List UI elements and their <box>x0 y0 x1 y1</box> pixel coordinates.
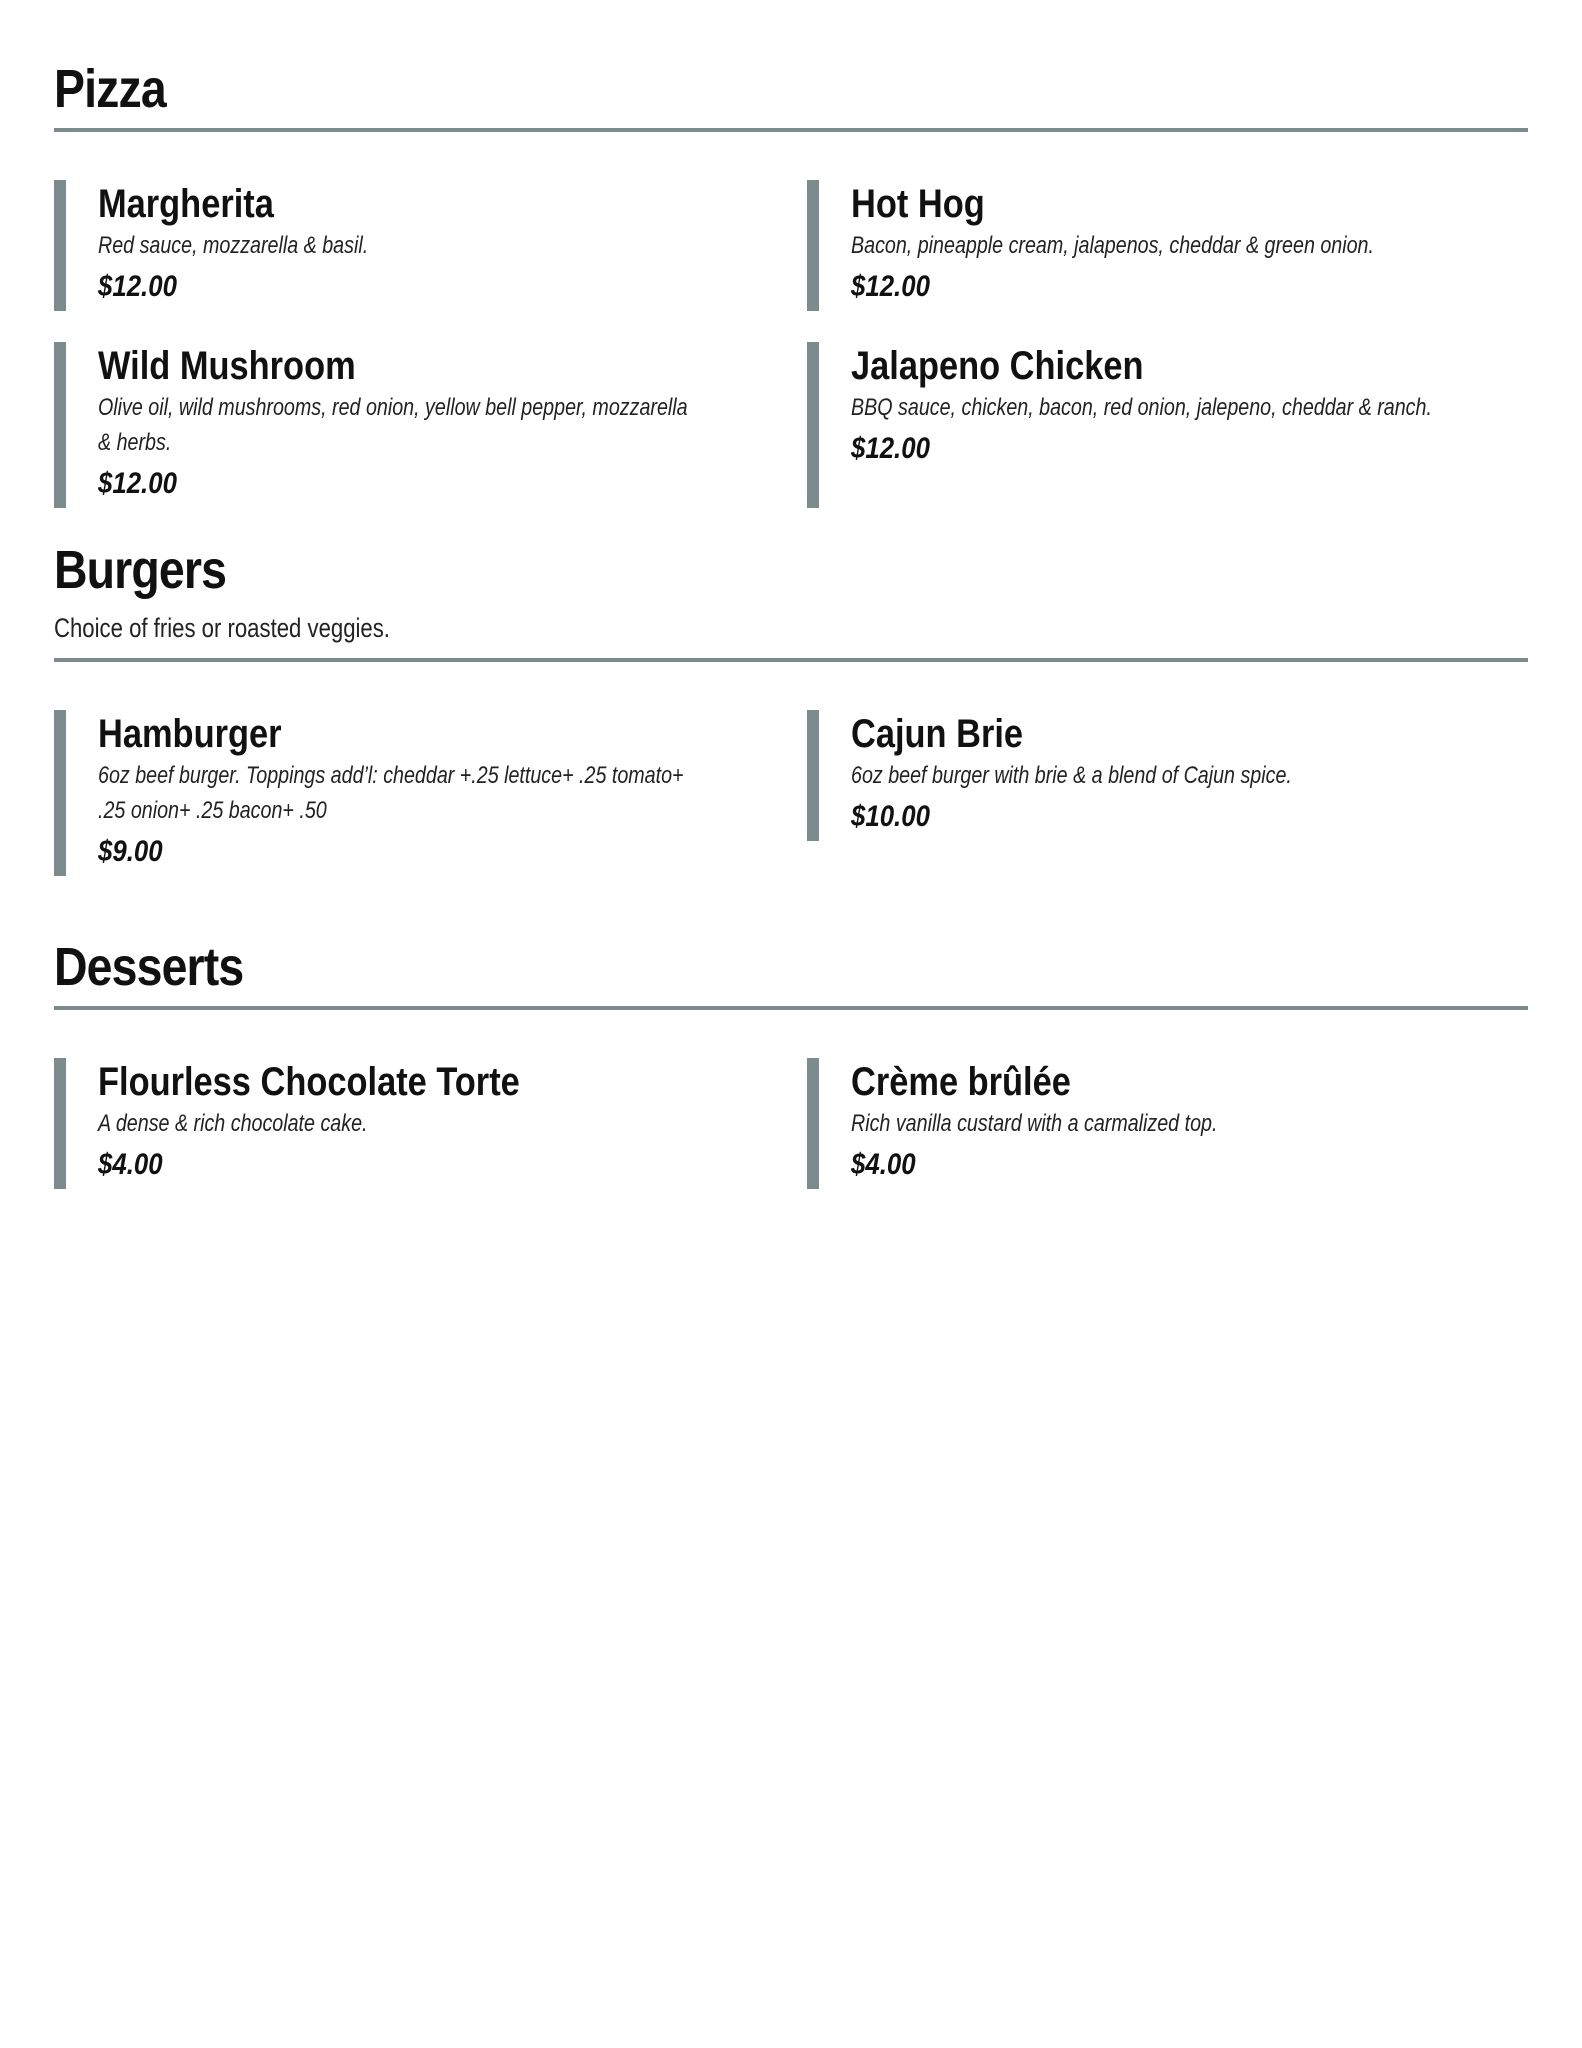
item-price: $12.00 <box>851 432 930 465</box>
item-price: $12.00 <box>98 467 177 500</box>
item-description: Olive oil, wild mushrooms, red onion, yellow bell pepper, mozzarella & herbs. <box>98 394 688 456</box>
section-note: Choice of fries or roasted veggies. <box>54 613 390 643</box>
item-name: Margherita <box>98 182 274 226</box>
item-description: A dense & rich chocolate cake. <box>98 1110 368 1137</box>
section-title: Pizza <box>54 59 166 119</box>
item-price: $9.00 <box>98 835 163 868</box>
item-name: Flourless Chocolate Torte <box>98 1060 520 1104</box>
item-description: Rich vanilla custard with a carmalized top. <box>851 1110 1218 1137</box>
item-description: Red sauce, mozzarella & basil. <box>98 232 369 259</box>
accent-bar <box>807 1058 819 1189</box>
menu-item <box>807 1058 1528 1189</box>
menu-item <box>807 180 1528 311</box>
section-burgers <box>54 540 1528 876</box>
item-name: Wild Mushroom <box>98 344 356 388</box>
accent-bar <box>807 180 819 311</box>
section-divider <box>54 1006 1528 1010</box>
section-title: Desserts <box>54 937 244 997</box>
menu-items-grid <box>54 1058 1528 1189</box>
section-divider <box>54 128 1528 132</box>
menu-item <box>54 1058 807 1189</box>
accent-bar <box>54 710 66 876</box>
accent-bar <box>807 710 819 841</box>
item-description: 6oz beef burger with brie & a blend of Cajun spice. <box>851 762 1292 789</box>
accent-bar <box>54 180 66 311</box>
accent-bar <box>54 1058 66 1189</box>
item-price: $4.00 <box>851 1148 916 1181</box>
accent-bar <box>807 342 819 508</box>
accent-bar <box>54 342 66 508</box>
menu-item <box>54 342 807 508</box>
item-description: BBQ sauce, chicken, bacon, red onion, jalepeno, cheddar & ranch. <box>851 394 1432 421</box>
item-name: Hot Hog <box>851 182 985 226</box>
menu-items-grid <box>54 710 1528 876</box>
section-divider <box>54 658 1528 662</box>
item-description: 6oz beef burger. Toppings add’l: cheddar +.25 lettuce+ .25 tomato+ .25 onion+ .25 bacon+ .50 <box>98 762 684 824</box>
section-title: Burgers <box>54 540 227 600</box>
menu-item <box>807 342 1528 508</box>
menu-items-grid <box>54 180 1528 508</box>
item-price: $10.00 <box>851 800 930 833</box>
item-description: Bacon, pineapple cream, jalapenos, cheddar & green onion. <box>851 232 1374 259</box>
item-name: Crème brûlée <box>851 1060 1071 1104</box>
menu-item <box>54 180 807 311</box>
item-price: $12.00 <box>851 270 930 303</box>
item-name: Hamburger <box>98 712 282 756</box>
item-name: Cajun Brie <box>851 712 1024 756</box>
item-name: Jalapeno Chicken <box>851 344 1144 388</box>
section-pizza <box>54 59 1528 508</box>
menu-item <box>807 710 1528 841</box>
item-price: $4.00 <box>98 1148 163 1181</box>
item-price: $12.00 <box>98 270 177 303</box>
section-desserts <box>54 937 1528 1189</box>
menu-item <box>54 710 807 876</box>
